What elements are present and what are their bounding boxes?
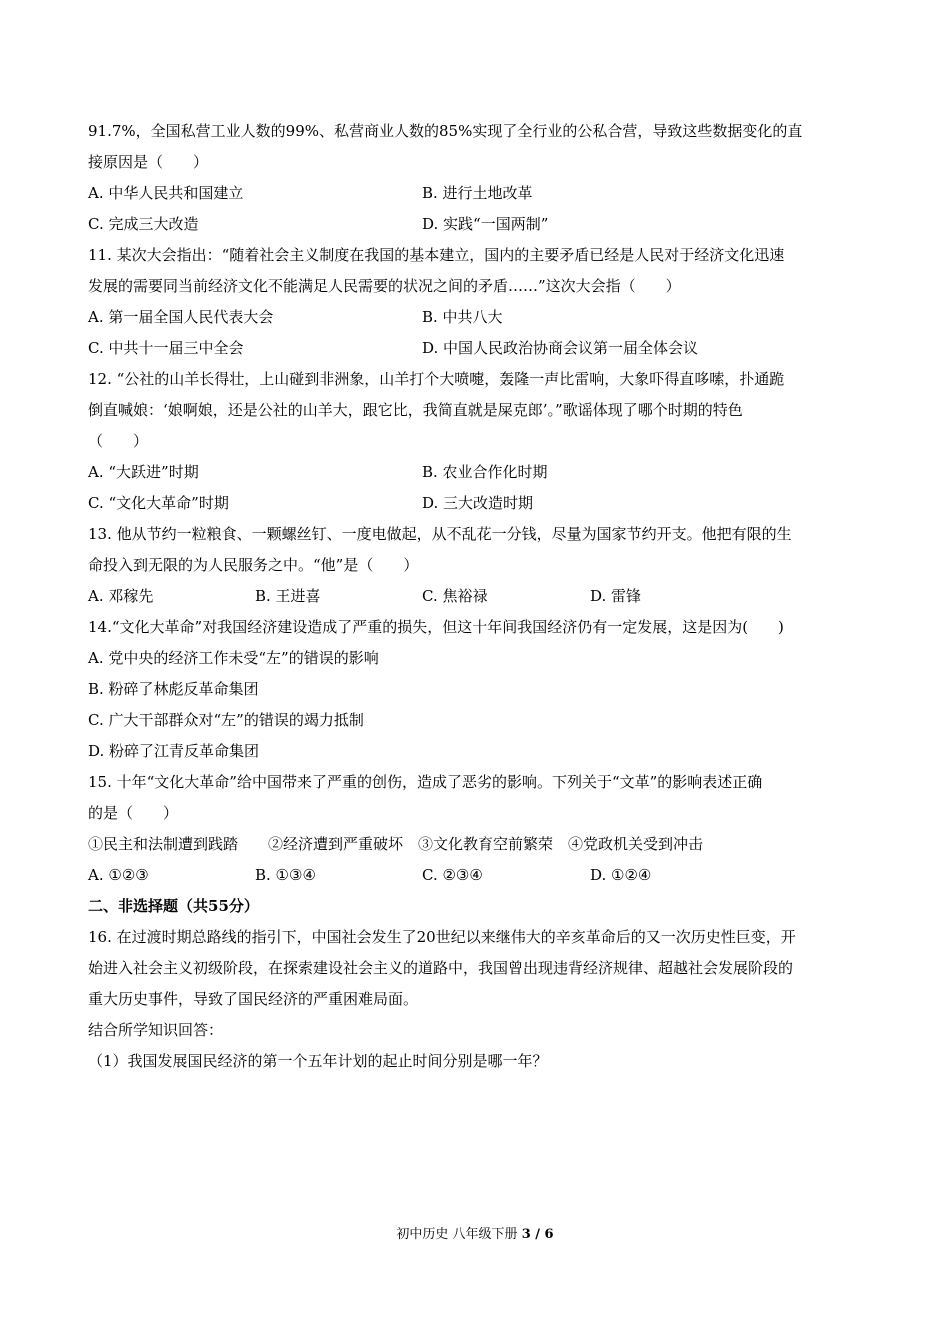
q15-option-d: D. ①②④ xyxy=(590,866,652,884)
q11-options-row1 xyxy=(88,302,868,333)
q16-stem-line3: 重大历史事件，导致了国民经济的严重困难局面。 xyxy=(88,990,419,1008)
q10-option-b: B. 进行土地改革 xyxy=(422,184,533,202)
q12-options-row2 xyxy=(88,488,868,519)
q14-option-d: D. 粉碎了江青反革命集团 xyxy=(88,742,260,760)
q11-stem-line2: 发展的需要同当前经济文化不能满足人民需要的状况之间的矛盾……”这次大会指（ ） xyxy=(88,277,681,295)
q16-sub1: （1）我国发展国民经济的第一个五年计划的起止时间分别是哪一年？ xyxy=(88,1052,548,1070)
exam-page xyxy=(88,116,868,1077)
page-footer xyxy=(0,1226,950,1244)
q14-option-b: B. 粉碎了林彪反革命集团 xyxy=(88,680,259,698)
q10-stem-line2: 接原因是（ ） xyxy=(88,153,209,171)
q16-stem-line2: 始进入社会主义初级阶段，在探索建设社会主义的道路中，我国曾出现违背经济规律、超越社会发展阶段的 xyxy=(88,959,794,977)
page-number: 3 / 6 xyxy=(521,1227,554,1242)
q11-option-c: C. 中共十一届三中全会 xyxy=(88,339,244,357)
q13-option-b: B. 王进喜 xyxy=(255,587,321,605)
q13-option-c: C. 焦裕禄 xyxy=(422,587,488,605)
q15-option-c: C. ②③④ xyxy=(422,866,483,884)
q15-items: ①民主和法制遭到践踏 ②经济遭到严重破坏 ③文化教育空前繁荣 ④党政机关受到冲击 xyxy=(88,835,704,853)
q10-option-a: A. 中华人民共和国建立 xyxy=(88,184,244,202)
q15-stem-line1: 15. 十年“文化大革命”给中国带来了严重的创伤，造成了恶劣的影响。下列关于“文革”的影响表述正确 xyxy=(88,773,763,791)
q10-option-c: C. 完成三大改造 xyxy=(88,215,199,233)
q16-prompt: 结合所学知识回答： xyxy=(88,1021,224,1039)
q13-option-d: D. 雷锋 xyxy=(590,587,642,605)
q12-stem-line1: 12. “公社的山羊长得壮，上山碰到非洲象，山羊打个大喷嚏，轰隆一声比雷响，大象吓得直哆嗦，扑通跪 xyxy=(88,370,785,388)
q14-option-a: A. 党中央的经济工作未受“左”的错误的影响 xyxy=(88,649,379,667)
q14-stem-line1: 14.“文化大革命”对我国经济建设造成了严重的损失，但这十年间我国经济仍有一定发展，这是因为( ) xyxy=(88,618,784,636)
q13-stem-line2: 命投入到无限的为人民服务之中。“他”是（ ） xyxy=(88,556,419,574)
q11-option-a: A. 第一届全国人民代表大会 xyxy=(88,308,274,326)
q11-option-b: B. 中共八大 xyxy=(422,308,503,326)
q14-option-c: C. 广大干部群众对“左”的错误的竭力抵制 xyxy=(88,711,364,729)
q12-option-c: C. “文化大革命”时期 xyxy=(88,494,229,512)
q10-option-d: D. 实践“一国两制” xyxy=(422,215,549,233)
q12-option-a: A. “大跃进”时期 xyxy=(88,463,199,481)
q15-option-b: B. ①③④ xyxy=(255,866,316,884)
q12-stem-line2: 倒直喊娘：‘娘啊娘，还是公社的山羊大，跟它比，我简直就是屎克郎’。”歌谣体现了哪个时期的特色 xyxy=(88,401,743,419)
q11-options-row2 xyxy=(88,333,868,364)
q11-stem-line1: 11. 某次大会指出：“随着社会主义制度在我国的基本建立，国内的主要矛盾已经是人民对于经济文化迅速 xyxy=(88,246,785,264)
q16-stem-line1: 16. 在过渡时期总路线的指引下，中国社会发生了20世纪以来继伟大的辛亥革命后的又一次历史性巨变，开 xyxy=(88,928,796,946)
q10-stem-line1: 91.7%，全国私营工业人数的99%、私营商业人数的85%实现了全行业的公私合营，导致这些数据变化的直 xyxy=(88,122,803,140)
q12-option-b: B. 农业合作化时期 xyxy=(422,463,548,481)
q10-options-row2 xyxy=(88,209,868,240)
q15-option-a: A. ①②③ xyxy=(88,866,149,884)
q13-options-row xyxy=(88,581,868,612)
q15-options-row xyxy=(88,860,868,891)
q12-options-row1 xyxy=(88,457,868,488)
q11-option-d: D. 中国人民政治协商会议第一届全体会议 xyxy=(422,339,699,357)
section2-title: 二、非选择题（共55分） xyxy=(88,897,259,915)
q15-stem-line2: 的是（ ） xyxy=(88,804,179,822)
footer-label: 初中历史 八年级下册 xyxy=(396,1227,522,1242)
q10-options-row1 xyxy=(88,178,868,209)
q13-stem-line1: 13. 他从节约一粒粮食、一颗螺丝钉、一度电做起，从不乱花一分钱，尽量为国家节约开支。他把有限的生 xyxy=(88,525,792,543)
q12-stem-line3: （ ） xyxy=(88,432,149,450)
q13-option-a: A. 邓稼先 xyxy=(88,587,154,605)
q12-option-d: D. 三大改造时期 xyxy=(422,494,534,512)
